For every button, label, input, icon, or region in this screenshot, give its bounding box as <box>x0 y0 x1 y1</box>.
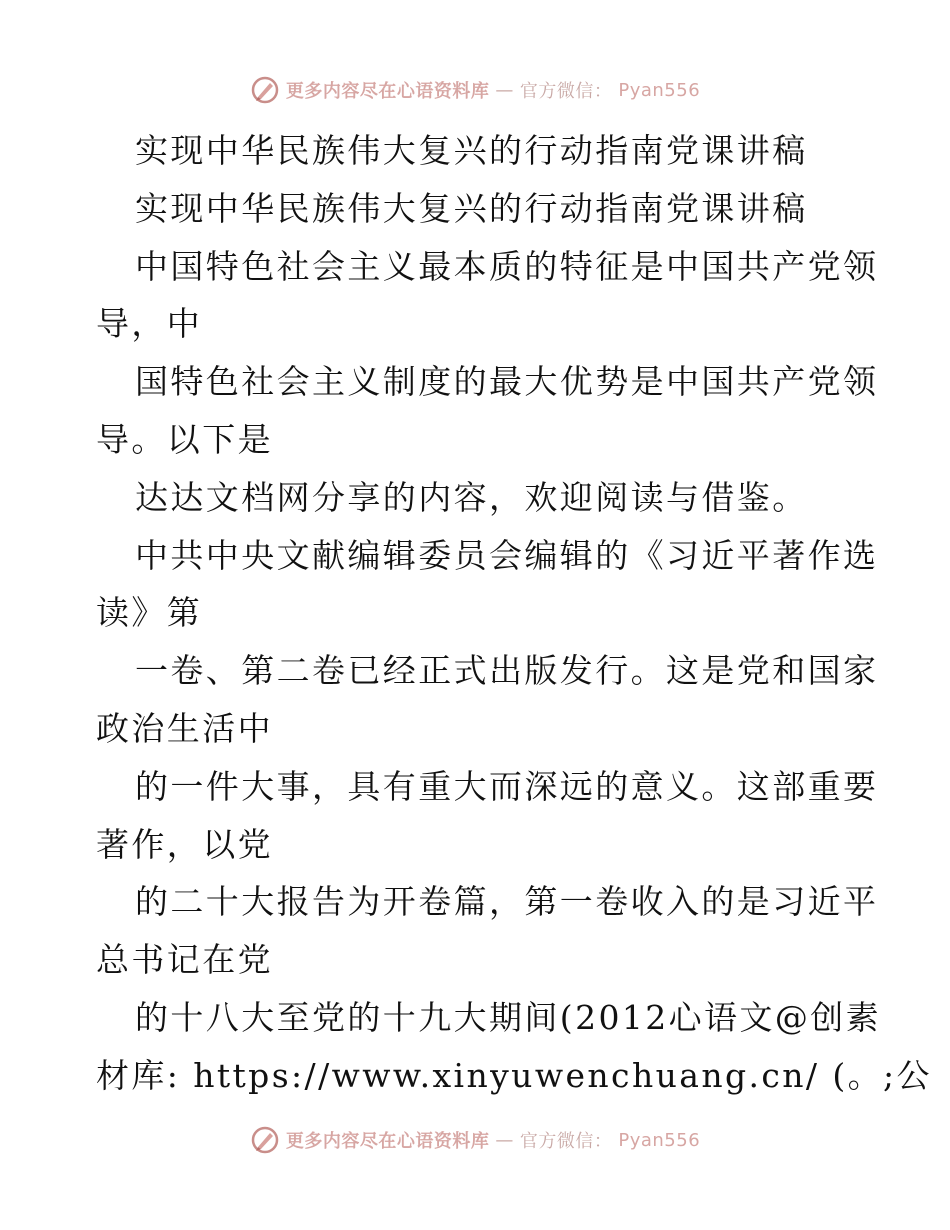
text-line: 政治生活中 <box>96 708 273 748</box>
watermark-inner <box>250 75 700 105</box>
watermark-label: 官方微信： <box>519 81 613 102</box>
footer-watermark <box>0 1120 950 1160</box>
text-line: 的一件大事，具有重大而深远的意义。这部重要 <box>135 766 879 806</box>
header-watermark <box>0 70 950 110</box>
text-line: 中国特色社会主义最本质的特征是中国共产党领 <box>135 246 879 286</box>
text-line: 达达文档网分享的内容，欢迎阅读与借鉴。 <box>135 477 808 517</box>
text-line: 读》第 <box>96 593 203 633</box>
watermark-dash: — <box>495 79 514 101</box>
text-line: 国特色社会主义制度的最大优势是中国共产党领 <box>135 362 879 402</box>
text-line: 导，中 <box>96 304 203 344</box>
text-line: 的十八大至党的十九大期间(2012心语文@创素 <box>135 997 882 1037</box>
text-line: 导。以下是 <box>96 419 273 459</box>
text-line: 材库: https://www.xinyuwenchuang.cn/ (。;公 <box>96 1055 932 1095</box>
text-line: 的二十大报告为开卷篇，第一卷收入的是习近平 <box>135 882 879 922</box>
watermark-wechat-id: Pyan556 <box>618 1129 701 1151</box>
watermark-dash: — <box>495 1129 514 1151</box>
watermark-main-text: 更多内容尽在心语资料库 <box>285 81 490 102</box>
watermark-wechat-id: Pyan556 <box>618 79 701 101</box>
pen-logo-icon <box>250 75 280 105</box>
text-line: 实现中华民族伟大复兴的行动指南党课讲稿 <box>135 131 808 170</box>
pen-logo-icon <box>250 1125 280 1155</box>
text-line: 著作，以党 <box>96 824 273 864</box>
document-body <box>96 122 932 1105</box>
watermark-main-text: 更多内容尽在心语资料库 <box>285 1131 490 1152</box>
text-line: 实现中华民族伟大复兴的行动指南党课讲稿 <box>135 188 808 228</box>
watermark-label: 官方微信： <box>519 1131 613 1152</box>
text-line: 一卷、第二卷已经正式出版发行。这是党和国家 <box>135 651 879 691</box>
text-line: 总书记在党 <box>96 940 273 980</box>
watermark-inner <box>250 1125 700 1155</box>
text-line: 中共中央文献编辑委员会编辑的《习近平著作选 <box>135 535 879 575</box>
